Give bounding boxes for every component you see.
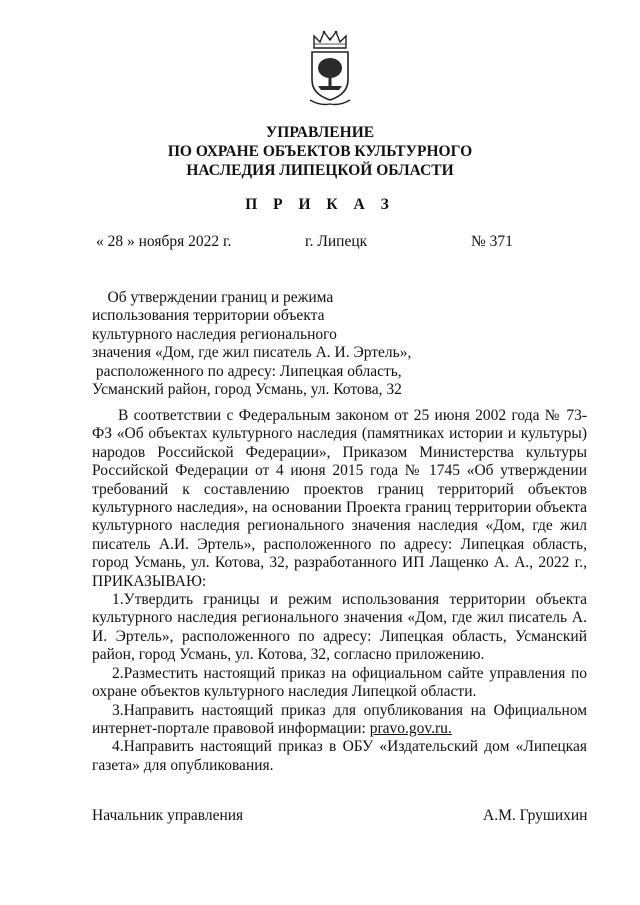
subject-line-3: культурного наследия регионального [92,325,337,343]
subject-line-5: расположенного по адресу: Липецкая область, [92,362,402,380]
org-line-1: УПРАВЛЕНИЕ [265,124,375,141]
subject-line-2: использования территории объекта [92,307,325,325]
signatory-name: А.М. Грушихин [483,807,588,824]
organization-header [0,123,640,180]
preamble-paragraph: В соответствии с Федеральным законом от 25 июня 2002 года № 73-ФЗ «Об объектах культурного наследия (памятниках истории и культуры) народов Российской Федерации», Приказом Министерства культуры Российской Федерации от 4 июня 2015 года № 1745 «Об утверждении требований к составлению проектов границ территорий объектов культурного наследия», на основании Проекта границ территории объекта культурного наследия регионального значения наследия «Дом, где жил писатель А.И. Эртель», расположенного по адресу: Липецкая область, город Усмань, ул. Котова, 32, разработанного ИП Лащенко А. А., 2022 г., ПРИКАЗЫВАЮ: [92,407,587,590]
order-item-3 [92,702,587,739]
order-subject [92,289,411,399]
order-item-4: 4.Направить настоящий приказ в ОБУ «Издательский дом «Липецкая газета» для опубликования. [92,738,587,774]
order-date: « 28 » ноября 2022 г. [96,233,232,250]
subject-line-4: значения «Дом, где жил писатель А. И. Эртель», [92,344,412,362]
pravo-gov-link[interactable]: pravo.gov.ru. [369,719,452,737]
coat-of-arms-icon [306,28,354,108]
order-city: г. Липецк [305,233,368,250]
org-line-3: НАСЛЕДИЯ ЛИПЕЦКОЙ ОБЛАСТИ [186,162,454,179]
subject-line-6: Усманский район, город Усмань, ул. Котова, 32 [92,381,402,399]
order-item-2: 2.Разместить настоящий приказ на официальном сайте управления по охране объектов культурного наследия Липецкой области. [92,664,587,701]
order-body [92,407,587,775]
subject-line-1: Об утверждении границ и режима [92,289,334,306]
document-type-title: П Р И К А З [245,196,395,213]
order-number: № 371 [471,233,513,250]
order-item-1: 1.Утвердить границы и режим использования территории объекта культурного наследия регионального значения «Дом, где жил писатель А. И. Эртель», расположенного по адресу: Липецкая область, Усманский район, город Усмань, ул. Котова, 32, согласно приложению. [92,591,587,664]
signatory-position: Начальник управления [92,807,244,824]
order-item-3-text: 3.Направить настоящий приказ для опубликования на Официальном интернет-портале правовой информации: [92,701,587,737]
org-line-2: ПО ОХРАНЕ ОБЪЕКТОВ КУЛЬТУРНОГО [167,143,473,160]
